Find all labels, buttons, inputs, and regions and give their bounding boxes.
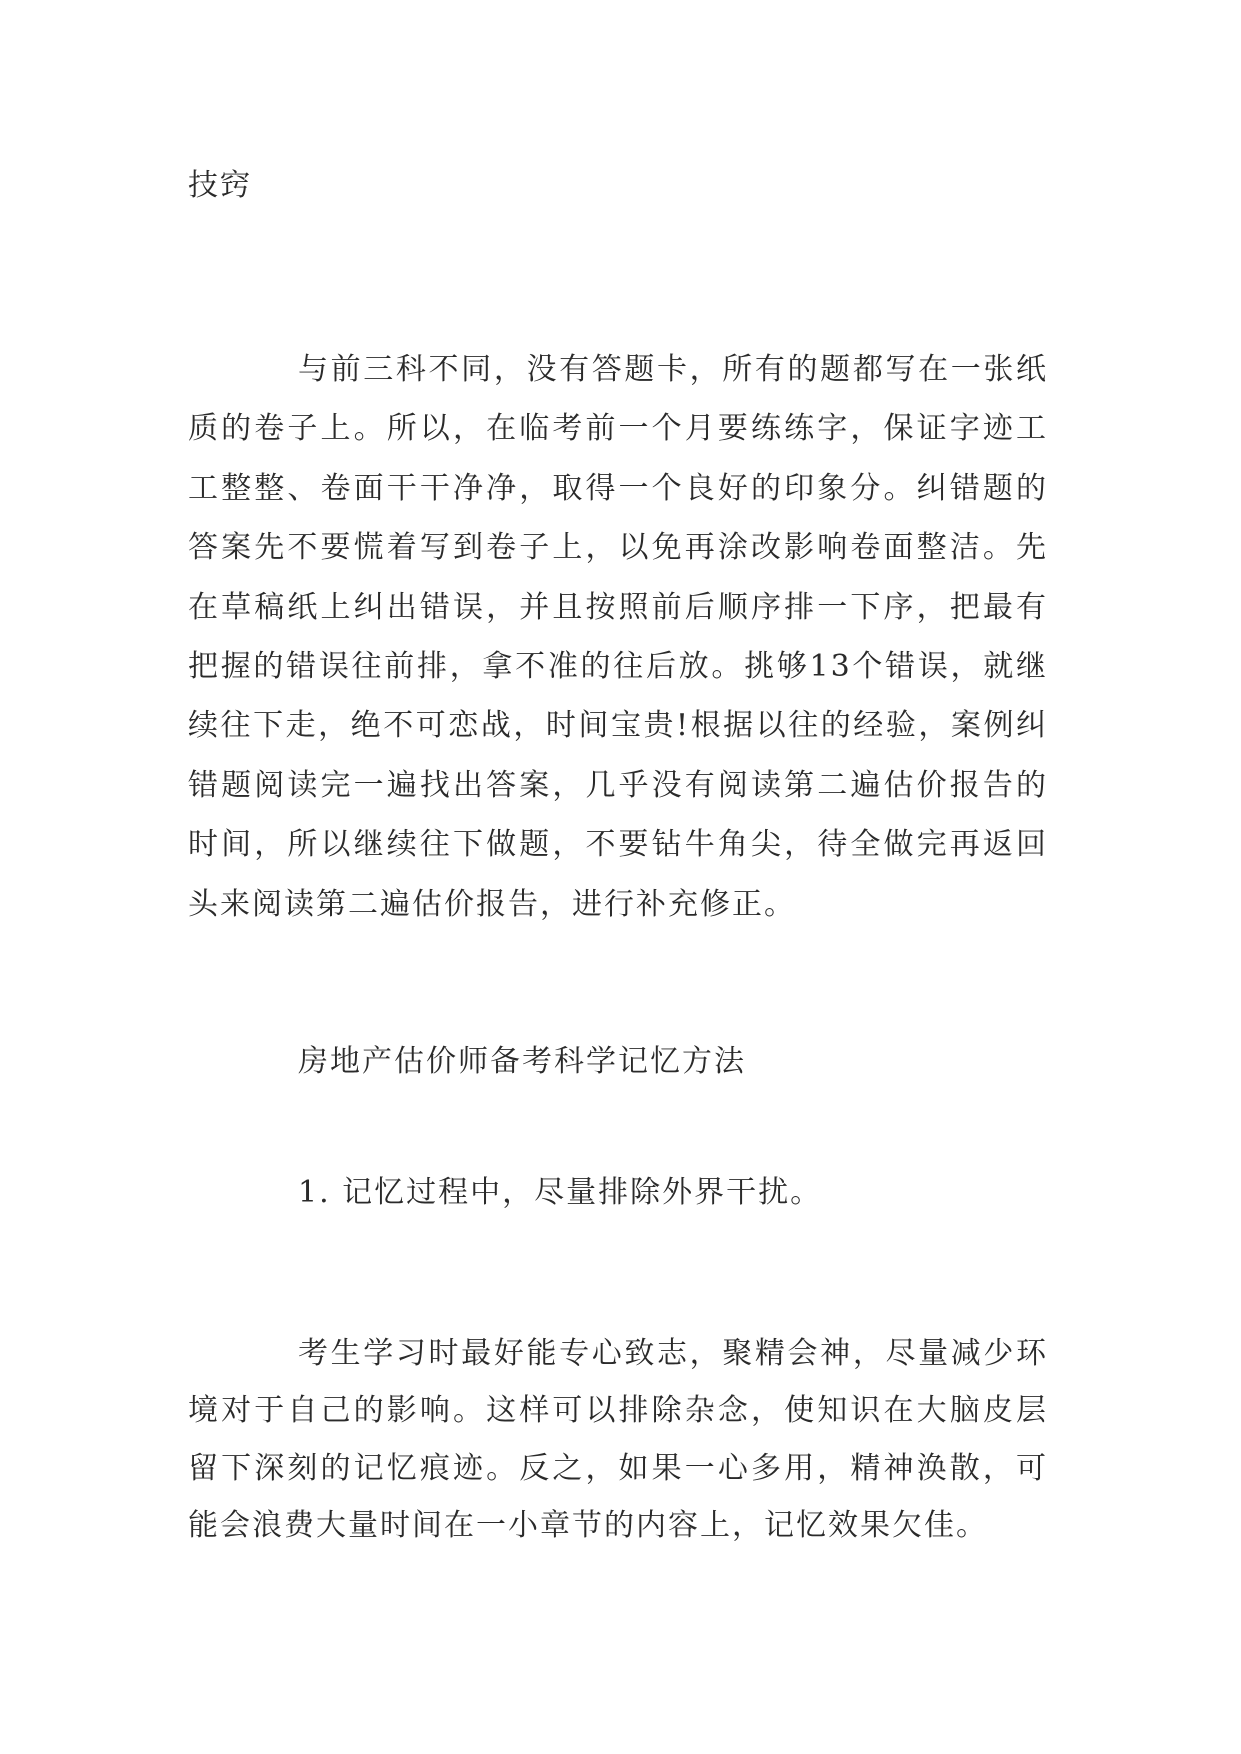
body-paragraph bbox=[188, 1325, 1048, 1554]
numbered-item: 1. 记忆过程中，尽量排除外界干扰。 bbox=[298, 1175, 823, 1210]
paragraph-text: 考生学习时最好能专心致志，聚精会神，尽量减少环境对于自己的影响。这样可以排除杂念，使知识在大脑皮层留下深刻的记忆痕迹。反之，如果一心多用，精神涣散，可能会浪费大量时间在一小章节的内容上，记忆效果欠佳。 bbox=[188, 1336, 1048, 1543]
body-paragraph bbox=[188, 340, 1048, 934]
section-title: 技窍 bbox=[188, 168, 252, 203]
section-heading: 房地产估价师备考科学记忆方法 bbox=[298, 1044, 746, 1079]
paragraph-text: 与前三科不同，没有答题卡，所有的题都写在一张纸质的卷子上。所以，在临考前一个月要练练字，保证字迹工工整整、卷面干干净净，取得一个良好的印象分。纠错题的答案先不要慌着写到卷子上，以免再涂改影响卷面整洁。先在草稿纸上纠出错误，并且按照前后顺序排一下序，把最有把握的错误往前排，拿不准的往后放。挑够13个错误，就继续往下走，绝不可恋战，时间宝贵!根据以往的经验，案例纠错题阅读完一遍找出答案，几乎没有阅读第二遍估价报告的时间，所以继续往下做题，不要钻牛角尖，待全做完再返回头来阅读第二遍估价报告，进行补充修正。 bbox=[188, 352, 1048, 922]
